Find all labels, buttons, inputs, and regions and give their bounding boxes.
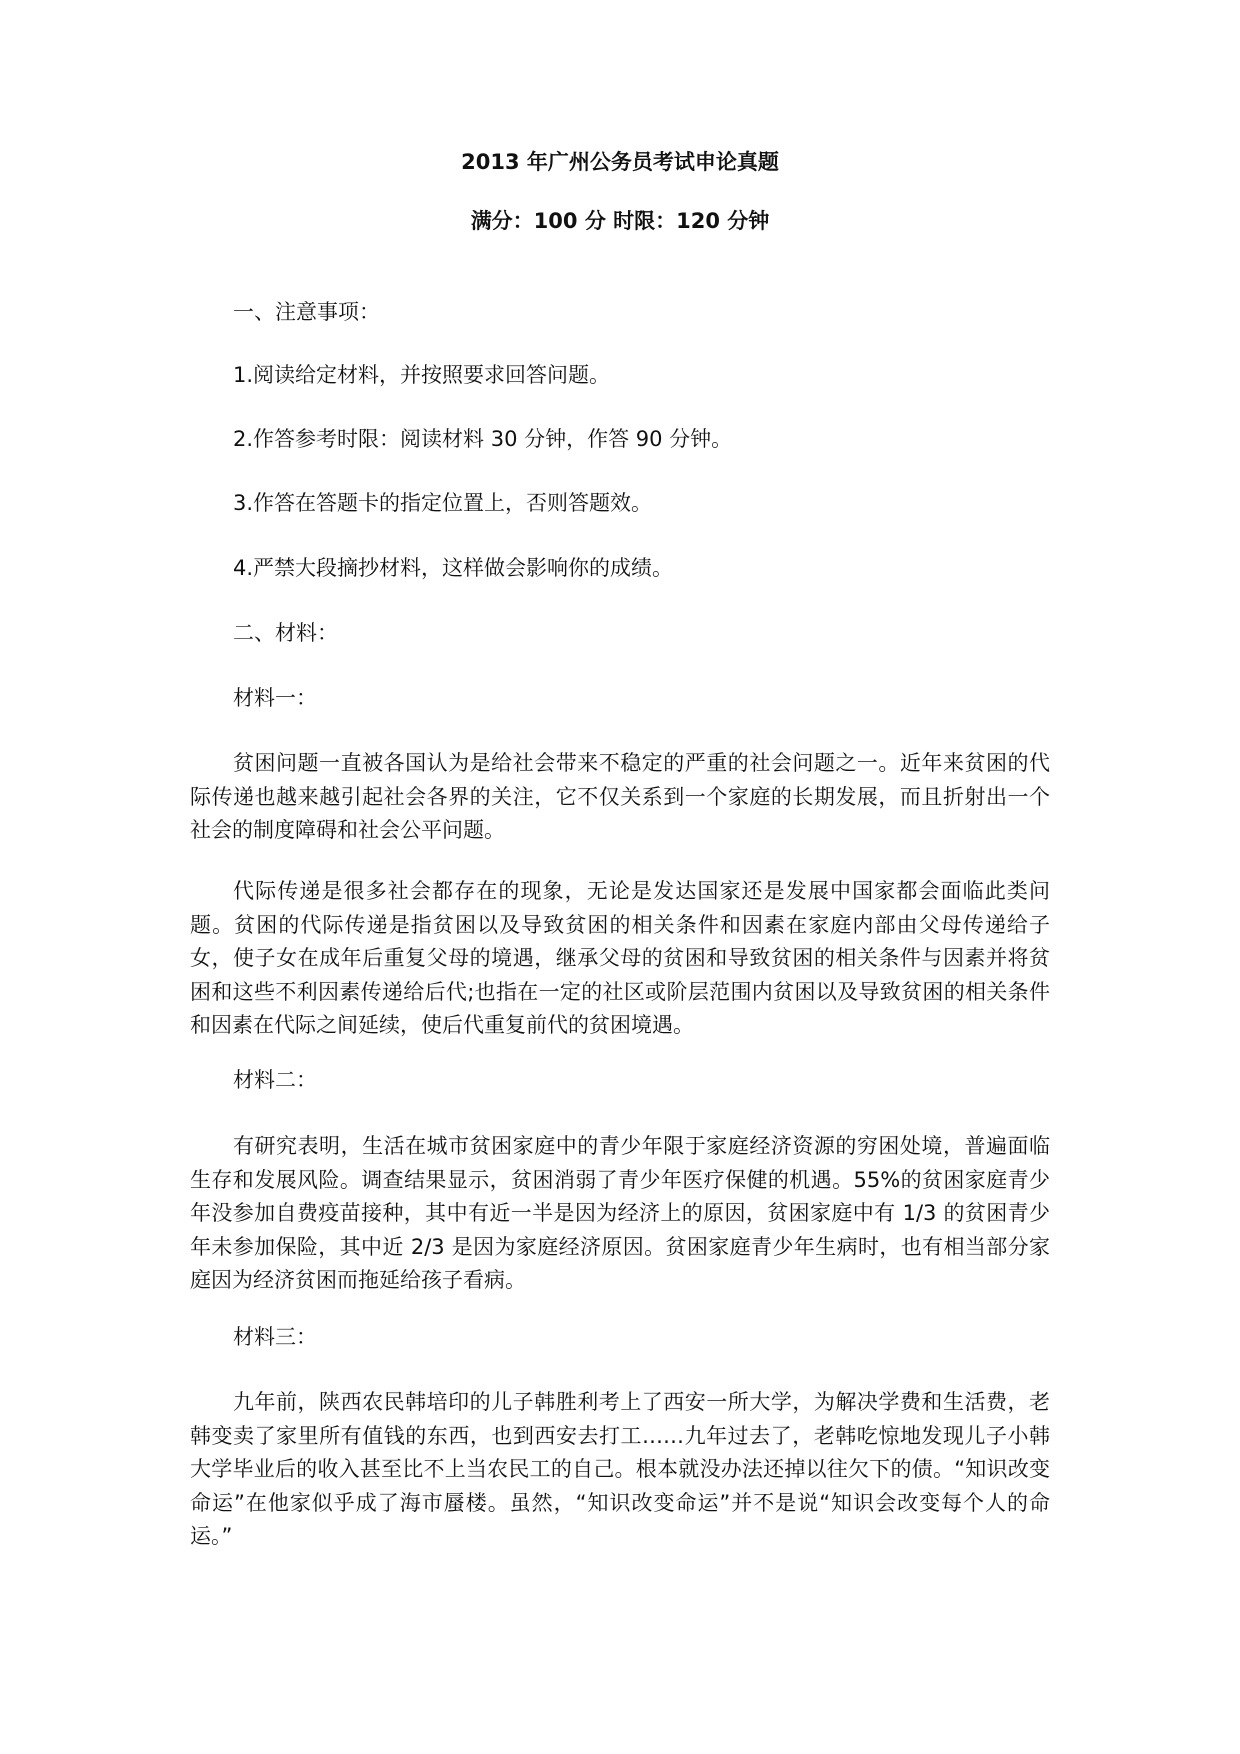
material-1-paragraph: 代际传递是很多社会都存在的现象，无论是发达国家还是发展中国家都会面临此类问题。贫困的代际传递是指贫困以及导致贫困的相关条件和因素在家庭内部由父母传递给子女，使子女在成年后重复父母的境遇，继承父母的贫困和导致贫困的相关条件与因素并将贫困和这些不利因素传递给后代;也指在一定的社区或阶层范围内贫困以及导致贫困的相关条件和因素在代际之间延续，使后代重复前代的贫困境遇。: [190, 879, 1050, 1038]
material-1-heading: 材料一：: [233, 686, 317, 710]
notice-heading: 一、注意事项：: [233, 300, 380, 324]
document-title: 2013 年广州公务员考试申论真题: [461, 150, 779, 174]
notice-item: 4.严禁大段摘抄材料，这样做会影响你的成绩。: [233, 556, 674, 580]
material-2-heading: 材料二：: [233, 1068, 317, 1092]
notice-item: 3.作答在答题卡的指定位置上，否则答题效。: [233, 491, 653, 515]
materials-heading: 二、材料：: [233, 621, 338, 645]
material-1-paragraph: 贫困问题一直被各国认为是给社会带来不稳定的严重的社会问题之一。近年来贫困的代际传递也越来越引起社会各界的关注，它不仅关系到一个家庭的长期发展，而且折射出一个社会的制度障碍和社会公平问题。: [190, 751, 1050, 843]
material-3-heading: 材料三：: [233, 1325, 317, 1349]
notice-item: 1.阅读给定材料，并按照要求回答问题。: [233, 363, 611, 387]
notice-item: 2.作答参考时限：阅读材料 30 分钟，作答 90 分钟。: [233, 427, 733, 451]
material-3-paragraph: 九年前，陕西农民韩培印的儿子韩胜利考上了西安一所大学，为解决学费和生活费，老韩变卖了家里所有值钱的东西，也到西安去打工……九年过去了，老韩吃惊地发现儿子小韩大学毕业后的收入甚至比不上当农民工的自己。根本就没办法还掉以往欠下的债。“知识改变命运”在他家似乎成了海市蜃楼。虽然，“知识改变命运”并不是说“知识会改变每个人的命运。”: [190, 1390, 1050, 1549]
document-subtitle: 满分：100 分 时限：120 分钟: [470, 209, 770, 233]
material-2-paragraph: 有研究表明，生活在城市贫困家庭中的青少年限于家庭经济资源的穷困处境，普遍面临生存和发展风险。调查结果显示，贫困消弱了青少年医疗保健的机遇。55%的贫困家庭青少年没参加自费疫苗接种，其中有近一半是因为经济上的原因，贫困家庭中有 1/3 的贫困青少年未参加保险，其中近 2/3 是因为家庭经济原因。贫困家庭青少年生病时，也有相当部分家庭因为经济贫困而拖延给孩子看病。: [190, 1134, 1050, 1293]
